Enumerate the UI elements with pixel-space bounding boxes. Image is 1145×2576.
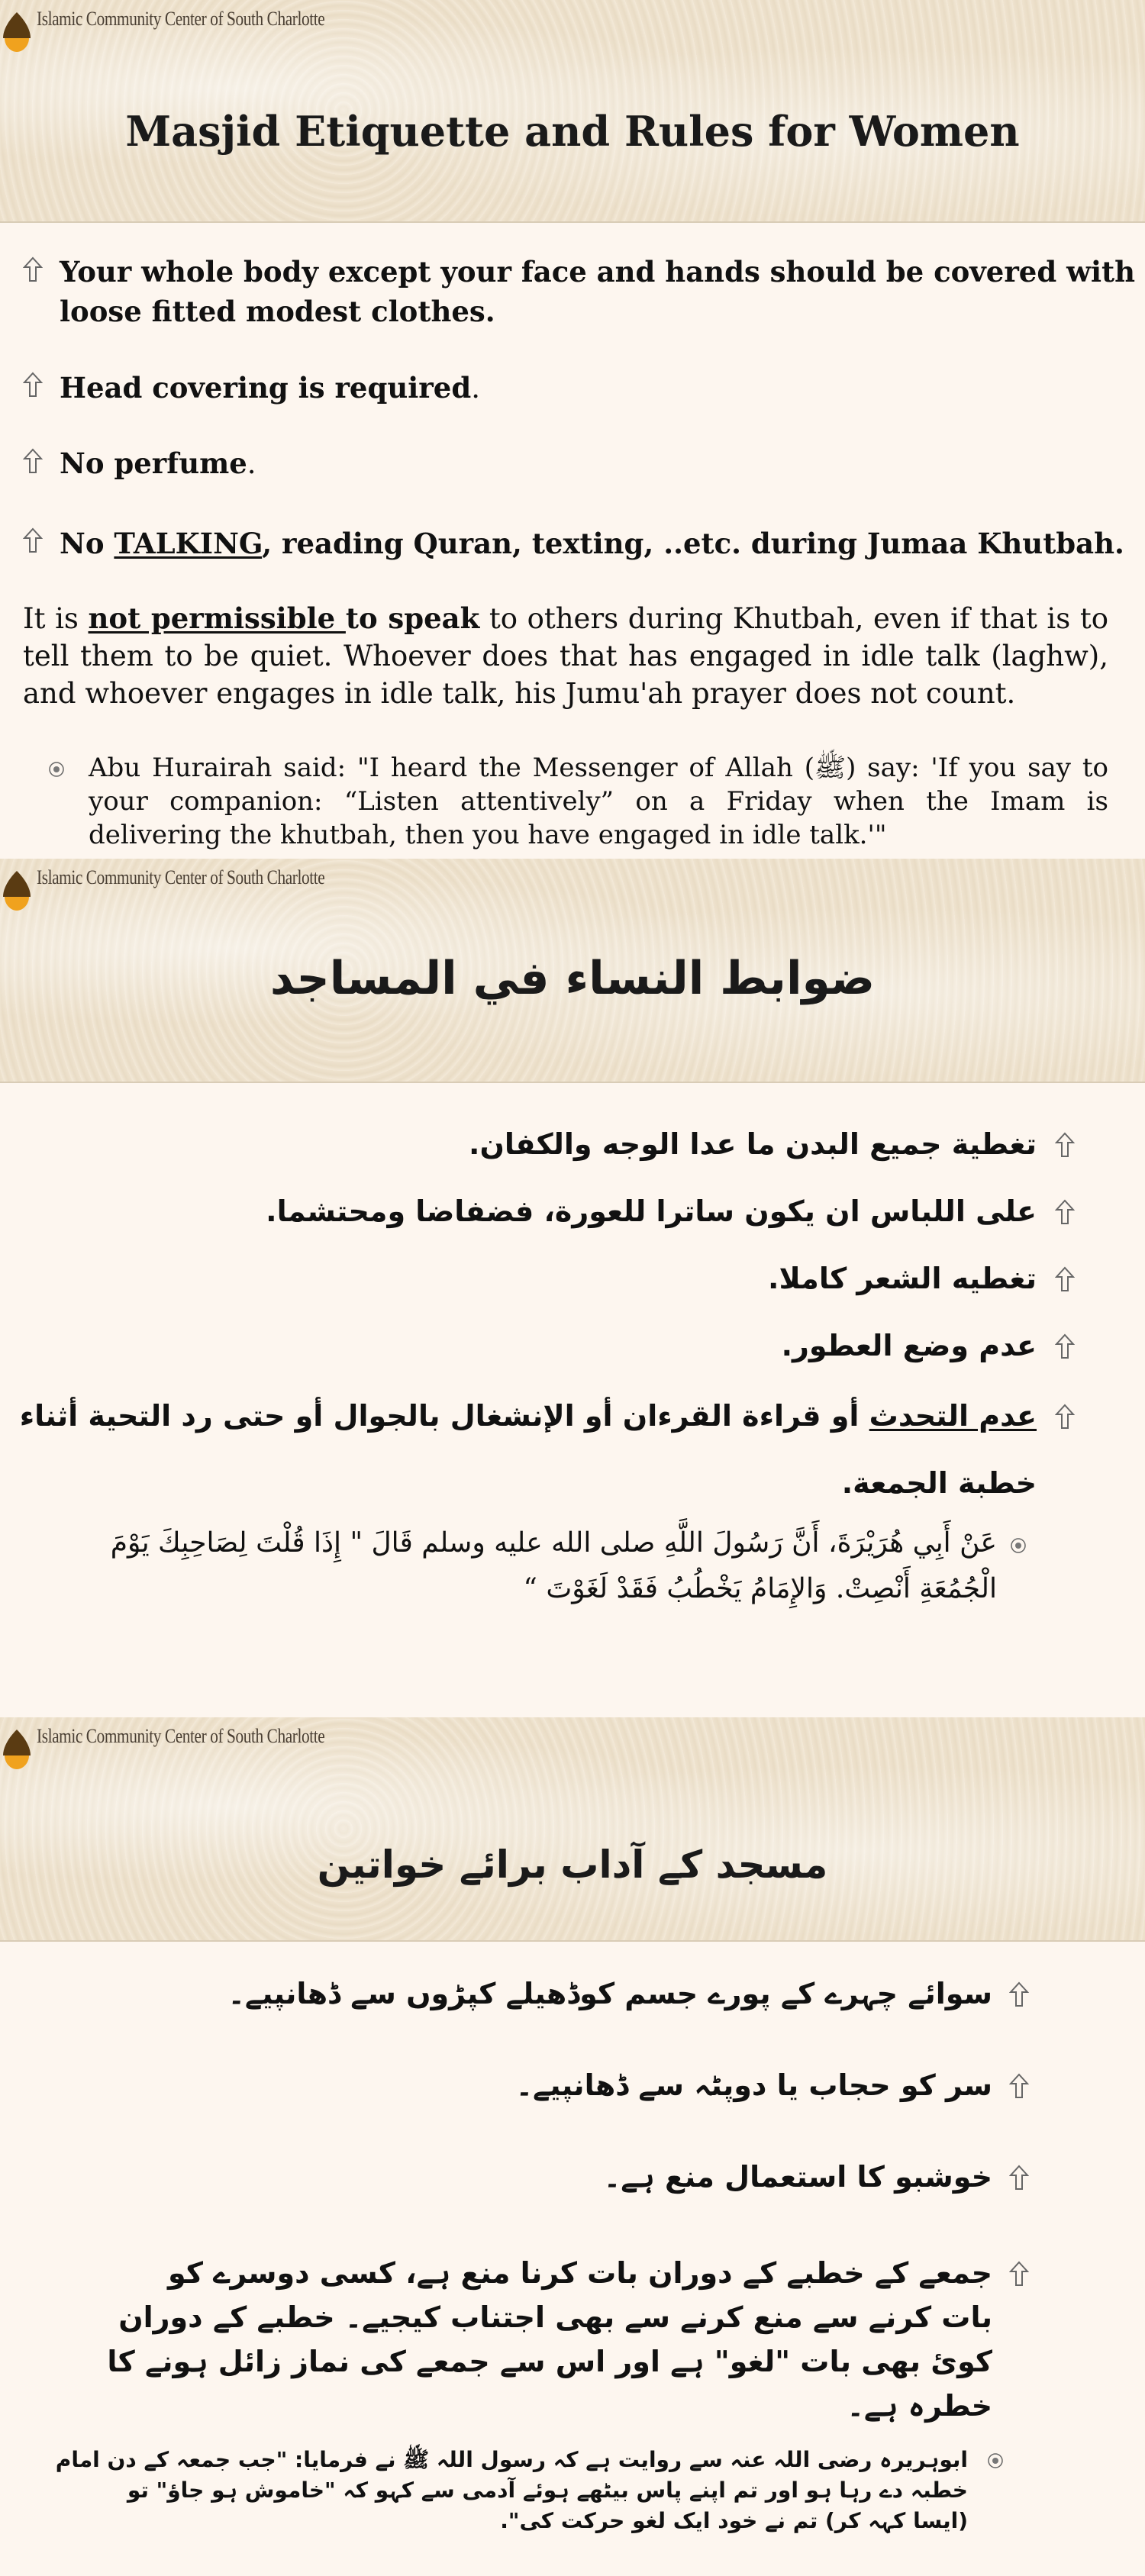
rule-no-talking-rest: , reading Quran, texting, ..etc. during Jumaa Khutbah. <box>262 527 1124 560</box>
logo-icon <box>2 869 32 912</box>
ur-rule-head-covering: سر کو حجاب یا دوپٹہ سے ڈھانپیے۔ <box>515 2068 992 2102</box>
arrow-up-bullet-icon <box>1009 2073 1029 2099</box>
page-title: Masjid Etiquette and Rules for Women <box>125 107 1020 156</box>
ur-hadith-line1: ابوہریرہ رضی اللہ عنہ سے روایت ہے کہ رسول اللہ ﷺ نے فرمایا: "جب جمعہ کے دن امام <box>55 2447 968 2472</box>
slide-header <box>0 0 1145 223</box>
rule-head-covering <box>60 371 480 405</box>
arrow-up-bullet-icon <box>23 527 43 553</box>
ar-rule-no-talking-line2: خطبة الجمعة. <box>841 1466 1037 1500</box>
arrow-up-bullet-icon <box>1009 2261 1029 2287</box>
khutbah-explanation <box>23 600 1108 712</box>
arrow-up-bullet-icon <box>1055 1199 1075 1225</box>
punct: . <box>471 372 480 405</box>
ur-rule-no-perfume: خوشبو کا استعمال منع ہے۔ <box>603 2160 992 2194</box>
rule-no-talking-underlined: TALKING <box>114 527 263 560</box>
arrow-up-bullet-icon <box>1009 2165 1029 2191</box>
rule-no-talking <box>60 527 1124 560</box>
arrow-up-bullet-icon <box>23 448 43 474</box>
ar-no-talking-rest: أو قراءة القرءان أو الإنشغال بالجوال أو حتى رد التحية أثناء <box>19 1399 869 1433</box>
page-title: مسجد کے آداب برائے خواتین <box>317 1843 828 1887</box>
ur-rule-no-talking-line1: جمعے کے خطبے کے دوران بات کرنا منع ہے، کسی دوسرے کو <box>168 2256 992 2290</box>
arrow-up-bullet-icon <box>1055 1132 1075 1158</box>
arrow-up-bullet-icon <box>23 372 43 398</box>
ar-hadith-line2: الْجُمُعَةِ أَنْصِتْ. وَالإِمَامُ يَخْطُبُ فَقَدْ لَغَوْتَ “ <box>523 1573 997 1604</box>
org-name: Islamic Community Center of South Charlotte <box>37 866 325 888</box>
arrow-up-bullet-icon <box>1055 1333 1075 1359</box>
rule-body-covering-line2: loose fitted modest clothes. <box>60 295 495 328</box>
ar-rule-hair-covering: تغطيه الشعر كاملا. <box>768 1262 1037 1295</box>
ur-rule-body-covering: سوائے چہرے کے پورے جسم کوڈھیلے کپڑوں سے ڈھانپیے۔ <box>227 1977 992 2010</box>
rule-head-covering-text: Head covering is required <box>60 371 472 405</box>
rule-no-talking-prefix: No <box>60 527 114 560</box>
rule-no-perfume <box>60 447 256 480</box>
slide-urdu <box>0 1717 1145 2576</box>
punct: . <box>247 447 256 480</box>
slide-arabic <box>0 859 1145 1717</box>
flower-bullet-icon <box>986 2452 1005 2470</box>
ur-rule-no-talking-line3: کوئ بھی بات "لغو" ہے اور اس سے جمعے کی نماز زائل ہونے کا <box>107 2345 992 2378</box>
org-name: Islamic Community Center of South Charlotte <box>37 1725 325 1747</box>
arrow-up-bullet-icon <box>23 256 43 282</box>
arrow-up-bullet-icon <box>1055 1404 1075 1430</box>
ur-rule-no-talking-line4: خطرہ ہے۔ <box>847 2389 992 2423</box>
rule-no-perfume-text: No perfume <box>60 447 247 480</box>
rule-body-covering-line1: Your whole body except your face and hands should be covered with <box>60 255 1135 289</box>
arrow-up-bullet-icon <box>1009 1981 1029 2007</box>
ur-rule-no-talking-line2: بات کرنے سے منع کرنے سے بھی اجتناب کیجیے۔ خطبے کے دوران <box>118 2300 992 2334</box>
flower-bullet-icon <box>47 760 66 779</box>
hadith-english: Abu Hurairah said: "I heard the Messenger of Allah (ﷺ) say: 'If you say to your companion: “Listen attentively” on a Friday when the Imam is delivering the khutbah, then you have engaged in idle talk.'" <box>89 753 1109 850</box>
org-name: Islamic Community Center of South Charlotte <box>37 8 325 30</box>
not-permissible-text: not permissible <box>88 601 346 635</box>
ar-rule-modest-clothes: على اللباس ان يكون ساترا للعورة، فضفاضا ومحتشما. <box>266 1195 1037 1228</box>
to-speak-text: to speak <box>345 601 480 635</box>
ar-hadith-line1: عَنْ أَبِي هُرَيْرَةَ، أَنَّ رَسُولَ اللَّهِ صلى الله عليه وسلم قَالَ " إِذَا قُلْتَ لِصَاحِبِكَ يَوْمَ <box>110 1527 997 1559</box>
ur-hadith-line2: خطبہ دے رہا ہو اور تم اپنے پاس بیٹھے ہوئے آدمی سے کہو کہ "خاموش ہو جاؤ" تو <box>127 2478 968 2503</box>
slide-header <box>0 859 1145 1083</box>
flower-bullet-icon <box>1009 1536 1027 1555</box>
khutbah-explanation-start: It is <box>23 602 89 635</box>
khutbah-explanation-rest: to others during Khutbah, even if that is to tell them to be quiet. Whoever does that has engaged in idle talk (laghw), and whoever engages in idle talk, his Jumu'ah prayer does not count. <box>23 602 1108 710</box>
ar-no-talking-underlined: عدم التحدث <box>869 1399 1037 1433</box>
ar-rule-body-covering: تغطية جميع البدن ما عدا الوجه والكفان. <box>469 1127 1037 1161</box>
slide-header <box>0 1717 1145 1942</box>
ar-rule-no-perfume: عدم وضع العطور. <box>781 1329 1037 1362</box>
ur-hadith-line3: (ایسا کہہ کر) تم نے خود ایک لغو حرکت کی". <box>500 2508 968 2533</box>
ar-rule-no-talking <box>20 1399 1037 1433</box>
slide-english <box>0 0 1145 859</box>
page-title: ضوابط النساء في المساجد <box>269 952 876 1005</box>
logo-icon <box>2 11 32 53</box>
logo-icon <box>2 1728 32 1771</box>
arrow-up-bullet-icon <box>1055 1266 1075 1292</box>
